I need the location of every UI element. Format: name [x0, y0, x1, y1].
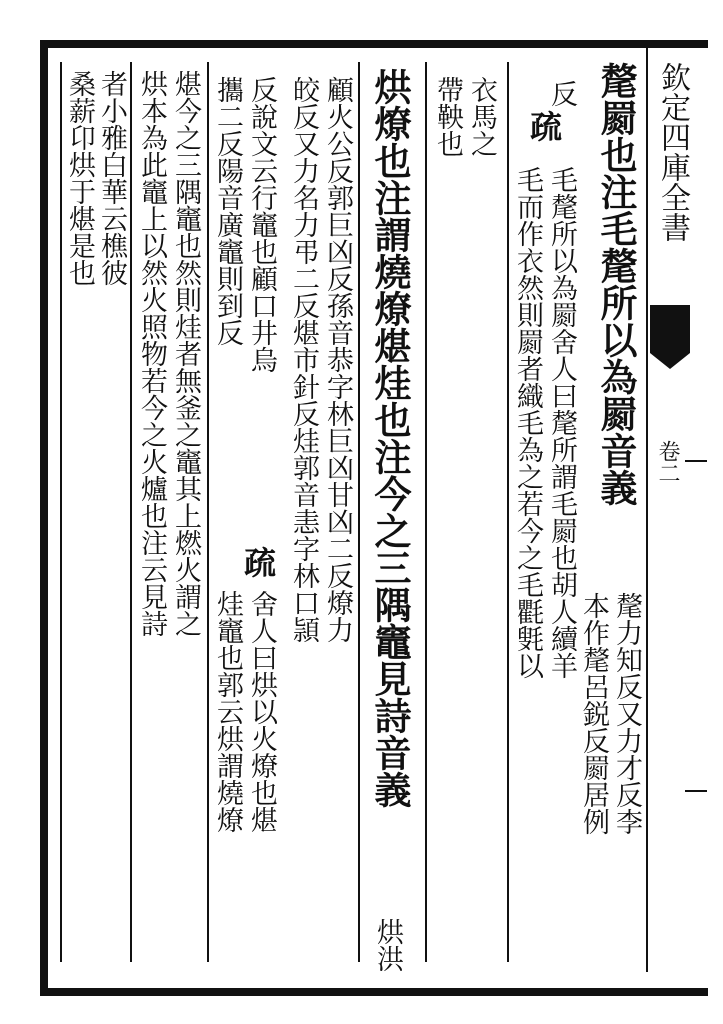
volume-label: 卷二 [655, 440, 680, 484]
text-column-note: 衣馬之 [466, 76, 497, 157]
column-rule [130, 62, 132, 962]
edge-mark [685, 460, 707, 462]
shu-commentary-mark: 疏 [525, 110, 563, 142]
text-column-main: 烘燎也注謂燒燎煁烓也注今之三隅竈見詩音義 [368, 68, 412, 808]
shu-commentary-mark: 疏 [239, 546, 277, 578]
text-column-commentary: 舍人曰烘以火燎也煁 [246, 590, 277, 833]
text-column-commentary: 毛氂所以為罽舍人曰氂所謂毛罽也胡人續羊 [546, 166, 577, 679]
text-column-commentary: 桑薪卬烘于煁是也 [64, 70, 95, 286]
text-column-commentary: 煁今之三隅竈也然則烓者無釜之竈其上燃火謂之 [170, 70, 201, 637]
text-column-note: 本作氂呂鋭反罽居例 [578, 592, 609, 835]
text-column-commentary: 毛而作衣然則罽者織毛為之若今之毛氍㲣以 [512, 166, 543, 679]
column-rule [646, 48, 648, 972]
fishtail-arrow [650, 353, 690, 369]
text-column-note: 反說文云行竈也顧口井烏 [246, 76, 277, 373]
text-column-note: 皎反又力名力弔二反煁市針反烓郭音恚字林口頴 [288, 76, 319, 643]
text-column-note: 反 [546, 80, 577, 107]
text-column-note: 帶鞅也 [432, 76, 463, 157]
text-column-commentary: 烘本為此竈上以然火照物若今之火爐也注云見詩 [136, 70, 167, 637]
text-column-note: 攜二反陽音廣竈則到反 [212, 76, 243, 346]
text-column-commentary: 烓竈也郭云烘謂燒燎 [212, 590, 243, 833]
fishtail-mark [650, 305, 690, 353]
text-column-note: 氂力知反又力才反李 [611, 592, 642, 835]
column-rule [60, 62, 62, 962]
text-column-note: 烘洪 [372, 918, 403, 972]
column-rule [507, 62, 509, 962]
text-column-main: 氂罽也注毛氂所以為罽音義 [594, 62, 638, 506]
column-rule [358, 62, 360, 962]
column-rule [425, 62, 427, 962]
text-column-note: 顧火公反郭巨凶反孫音恭字林巨凶甘凶二反燎力 [322, 76, 353, 643]
column-rule [207, 62, 209, 962]
book-title: 欽定四庫全書 [655, 62, 690, 242]
text-column-commentary: 者小雅白華云樵彼 [96, 70, 127, 286]
edge-mark [685, 790, 707, 792]
